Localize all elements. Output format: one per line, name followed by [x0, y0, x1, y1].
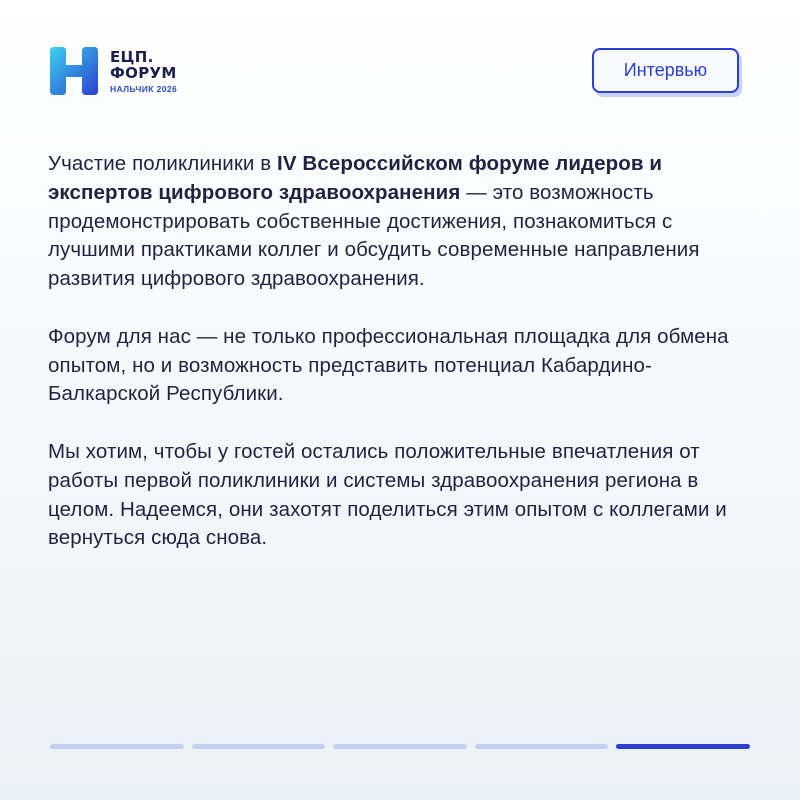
logo-title-line1: ЕЦП. — [110, 47, 154, 66]
forum-logo-icon — [48, 47, 100, 95]
paragraph-1-highlight: IV Всероссийском форуме лидеров и экспертов цифрового здравоохранения — [48, 152, 663, 204]
progress-segment-3 — [333, 744, 467, 749]
progress-segment-1 — [50, 744, 184, 749]
logo-title-line2: ФОРУМ — [110, 63, 177, 82]
forum-logo — [48, 47, 177, 95]
slide-progress — [50, 744, 750, 750]
logo-subtitle: НАЛЬЧИК 2026 — [110, 83, 178, 94]
paragraph-3: Мы хотим, чтобы у гостей остались положительные впечатления от работы первой поликлиники и системы здравоохранения региона в целом. Надеемся, они захотят поделиться этим опытом с коллегами и вернуться сюда снова. — [48, 439, 727, 550]
interview-badge: Интервью — [592, 48, 739, 93]
paragraph-1-rest: — это возможность продемонстрировать собственные достижения, познакомиться с лучшими практиками коллег и обсудить современные направления развития цифрового здравоохранения. — [48, 180, 700, 291]
paragraph-2: Форум для нас — не только профессиональная площадка для обмена опытом, но и возможность представить потенциал Кабардино-Балкарской Республики. — [48, 324, 729, 406]
paragraph-1 — [48, 150, 758, 294]
paragraph-1-lead: Участие поликлиники в — [48, 152, 278, 175]
article-body — [48, 150, 758, 582]
progress-segment-2 — [192, 744, 326, 749]
progress-segment-5 — [616, 744, 750, 749]
progress-segment-4 — [475, 744, 609, 749]
logo-text — [110, 49, 177, 94]
